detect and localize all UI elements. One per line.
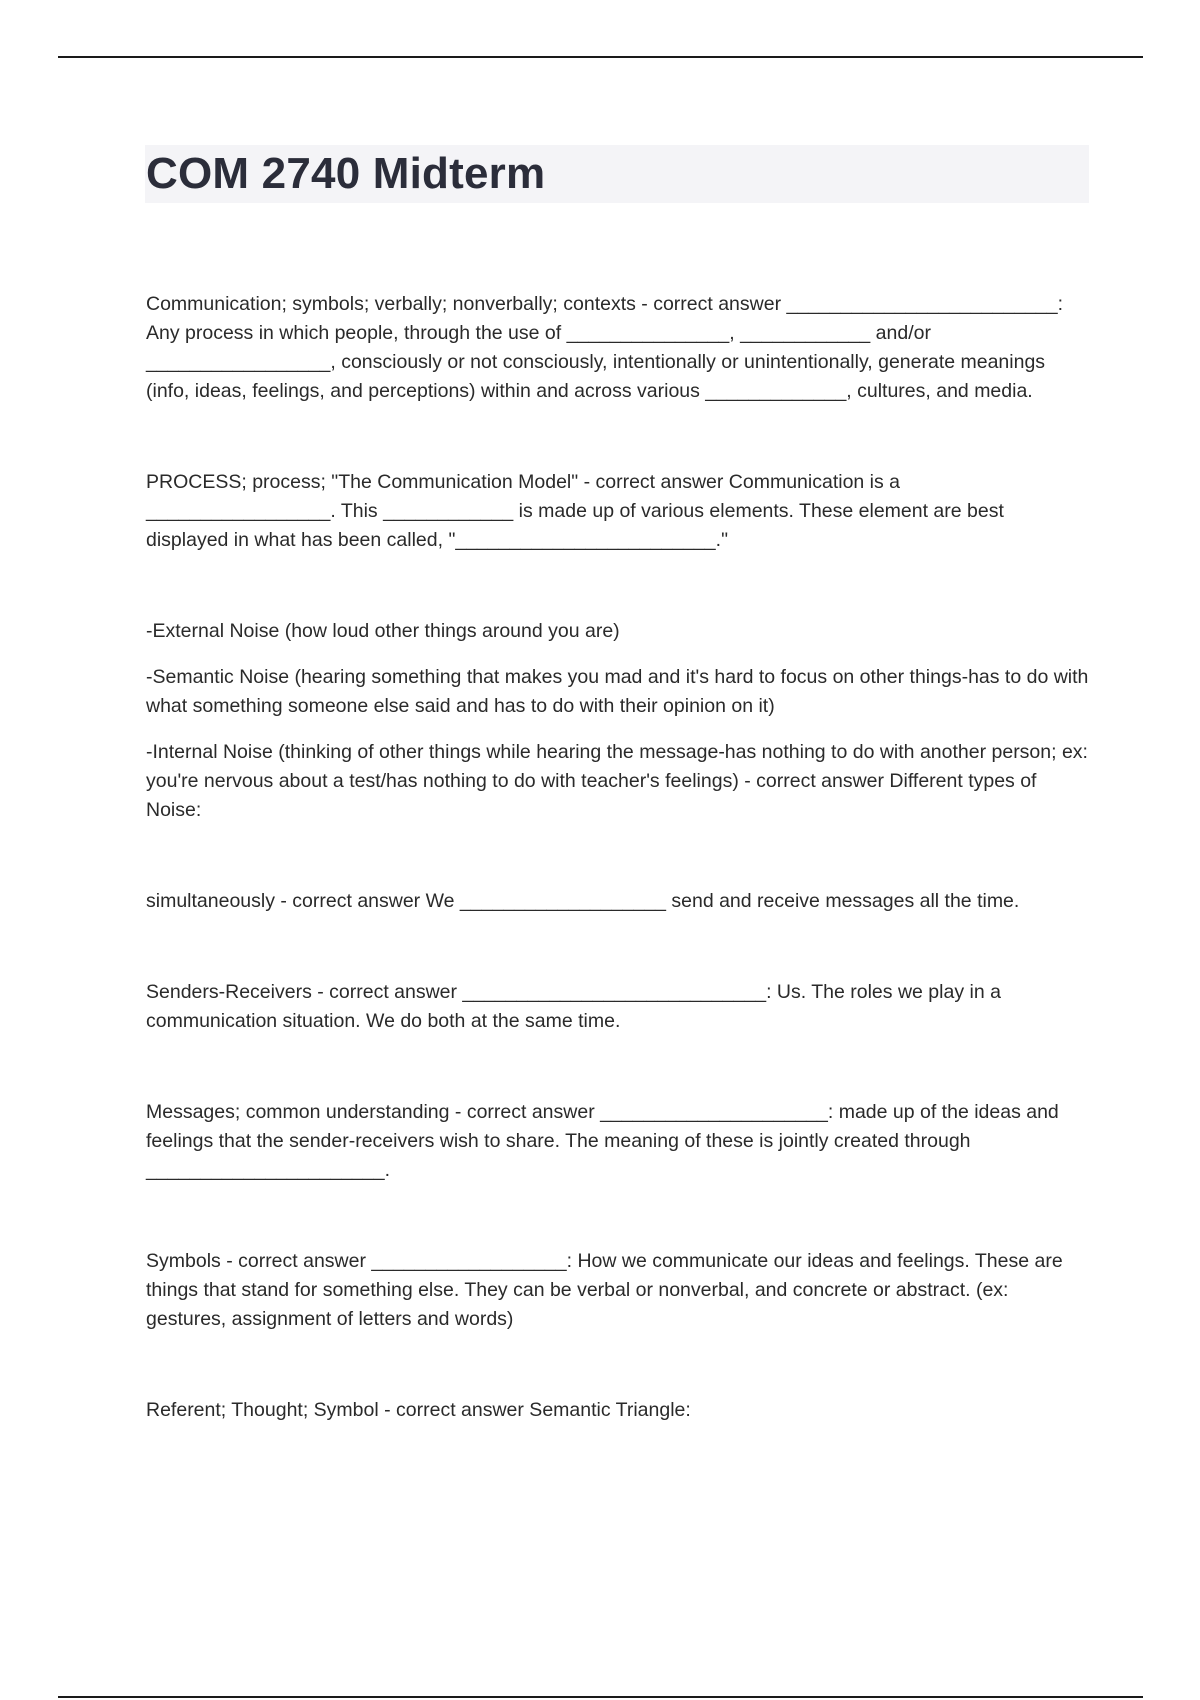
flashcard-8-text: Referent; Thought; Symbol - correct answer Semantic Triangle: <box>146 1399 691 1421</box>
flashcard-6 <box>146 1098 1091 1185</box>
flashcard-2 <box>146 468 1091 555</box>
flashcard-1-text: Communication; symbols; verbally; nonverbally; contexts - correct answer _________________________: Any process in which people, through the use of _______________, ____________ and/or _________________, consciously or not consciously, intentionally or unintentionally, generate meanings (info, ideas, feelings, and perceptions) within and across various _____________, cultures, and media. <box>146 293 1064 402</box>
flashcard-5-text: Senders-Receivers - correct answer ____________________________: Us. The roles we play in a communication situation. We do both at the same time. <box>146 981 1001 1032</box>
flashcard-1 <box>146 290 1091 406</box>
flashcard-3-semantic-noise: -Semantic Noise (hearing something that makes you mad and it's hard to focus on other things-has to do with what something someone else said and has to do with their opinion on it) <box>146 666 1089 717</box>
bottom-divider <box>58 1696 1143 1698</box>
flashcard-7-text: Symbols - correct answer __________________: How we communicate our ideas and feelings. These are things that stand for something else. They can be verbal or nonverbal, and concrete or abstract. (ex: gestures, assignment of letters and words) <box>146 1250 1063 1330</box>
top-divider <box>58 56 1143 58</box>
flashcard-3-external-noise: -External Noise (how loud other things around you are) <box>146 620 620 642</box>
flashcard-5 <box>146 978 1091 1036</box>
flashcard-6-text: Messages; common understanding - correct answer _____________________: made up of the ideas and feelings that the sender-receivers wish to share. The meaning of these is jointly created through ______________________. <box>146 1101 1059 1181</box>
flashcard-list <box>146 290 1091 1425</box>
document-title: COM 2740 Midterm <box>146 149 546 198</box>
flashcard-3 <box>146 617 1091 825</box>
flashcard-4 <box>146 887 1091 916</box>
flashcard-3-internal-noise: -Internal Noise (thinking of other things while hearing the message-has nothing to do with another person; ex: you're nervous about a test/has nothing to do with teacher's feelings) - correct answer Different types of Noise: <box>146 741 1088 821</box>
flashcard-4-text: simultaneously - correct answer We ___________________ send and receive messages all the time. <box>146 890 1020 912</box>
flashcard-2-text: PROCESS; process; "The Communication Model" - correct answer Communication is a _________________. This ____________ is made up of various elements. These element are best displayed in what has been called, "________________________." <box>146 471 1004 551</box>
flashcard-8 <box>146 1396 1091 1425</box>
flashcard-7 <box>146 1247 1091 1334</box>
